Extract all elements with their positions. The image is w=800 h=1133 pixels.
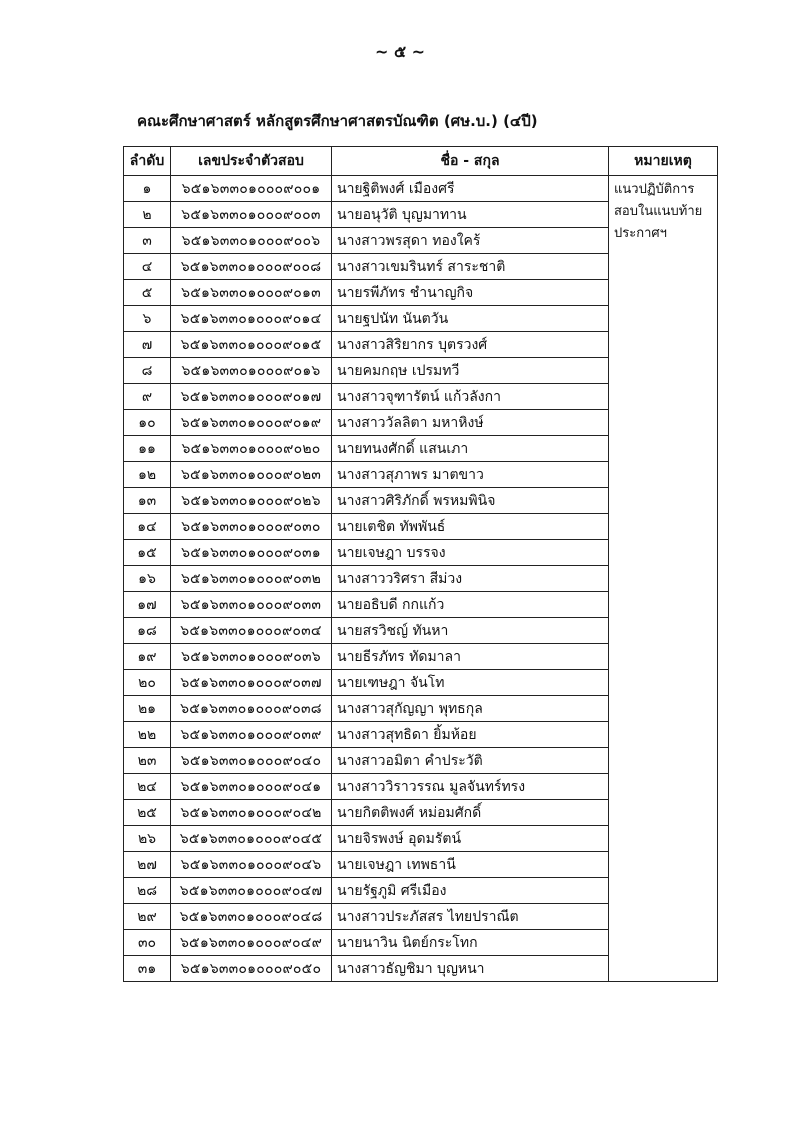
name-cell: นายนาวิน นิตย์กระโทก — [332, 930, 609, 956]
exam-id-cell: ๖๕๑๖๓๓๐๑๐๐๐๙๐๕๐ — [171, 956, 332, 982]
exam-id-cell: ๖๕๑๖๓๓๐๑๐๐๐๙๐๓๑ — [171, 540, 332, 566]
name-cell: นางสาวจุฑารัตน์ แก้วลังกา — [332, 384, 609, 410]
seq-cell: ๒๙ — [124, 904, 171, 930]
exam-id-cell: ๖๕๑๖๓๓๐๑๐๐๐๙๐๔๐ — [171, 748, 332, 774]
seq-cell: ๒๘ — [124, 878, 171, 904]
exam-id-cell: ๖๕๑๖๓๓๐๑๐๐๐๙๐๓๙ — [171, 722, 332, 748]
seq-cell: ๑๕ — [124, 540, 171, 566]
name-cell: นางสาววัลลิตา มหาหิงษ์ — [332, 410, 609, 436]
seq-cell: ๑๖ — [124, 566, 171, 592]
name-cell: นางสาวเขมรินทร์ สาระชาติ — [332, 254, 609, 280]
name-cell: นางสาวสุภาพร มาตขาว — [332, 462, 609, 488]
seq-header: ลำดับ — [124, 147, 171, 176]
name-cell: นางสาวอมิตา คำประวัติ — [332, 748, 609, 774]
name-cell: นายสรวิชญ์ ทันหา — [332, 618, 609, 644]
seq-cell: ๒๐ — [124, 670, 171, 696]
table-body — [124, 176, 718, 982]
seq-cell: ๓ — [124, 228, 171, 254]
seq-cell: ๑๑ — [124, 436, 171, 462]
seq-cell: ๒๔ — [124, 774, 171, 800]
name-cell: นางสาวสุกัญญา พุทธกุล — [332, 696, 609, 722]
name-cell: นายธีรภัทร ทัดมาลา — [332, 644, 609, 670]
name-cell: นายเตชิต ทัพพันธ์ — [332, 514, 609, 540]
exam-id-cell: ๖๕๑๖๓๓๐๑๐๐๐๙๐๒๐ — [171, 436, 332, 462]
seq-cell: ๒๓ — [124, 748, 171, 774]
seq-cell: ๕ — [124, 280, 171, 306]
exam-id-cell: ๖๕๑๖๓๓๐๑๐๐๐๙๐๓๓ — [171, 592, 332, 618]
seq-cell: ๓๑ — [124, 956, 171, 982]
exam-id-cell: ๖๕๑๖๓๓๐๑๐๐๐๙๐๑๖ — [171, 358, 332, 384]
exam-id-cell: ๖๕๑๖๓๓๐๑๐๐๐๙๐๓๘ — [171, 696, 332, 722]
name-cell: นายกิตติพงศ์ หม่อมศักดิ์ — [332, 800, 609, 826]
exam-id-cell: ๖๕๑๖๓๓๐๑๐๐๐๙๐๒๓ — [171, 462, 332, 488]
exam-id-cell: ๖๕๑๖๓๓๐๑๐๐๐๙๐๓๖ — [171, 644, 332, 670]
exam-id-cell: ๖๕๑๖๓๓๐๑๐๐๐๙๐๔๑ — [171, 774, 332, 800]
seq-cell: ๑๘ — [124, 618, 171, 644]
seq-cell: ๗ — [124, 332, 171, 358]
exam-id-cell: ๖๕๑๖๓๓๐๑๐๐๐๙๐๐๓ — [171, 202, 332, 228]
seq-cell: ๒๕ — [124, 800, 171, 826]
exam-id-cell: ๖๕๑๖๓๓๐๑๐๐๐๙๐๐๘ — [171, 254, 332, 280]
exam-id-cell: ๖๕๑๖๓๓๐๑๐๐๐๙๐๓๒ — [171, 566, 332, 592]
name-cell: นางสาวสุทธิดา ยิ้มห้อย — [332, 722, 609, 748]
remark-cell: แนวปฏิบัติการสอบในแนบท้ายประกาศฯ — [609, 176, 718, 982]
exam-id-cell: ๖๕๑๖๓๓๐๑๐๐๐๙๐๓๗ — [171, 670, 332, 696]
name-cell: นายจิรพงษ์ อุดมรัตน์ — [332, 826, 609, 852]
exam-id-cell: ๖๕๑๖๓๓๐๑๐๐๐๙๐๔๒ — [171, 800, 332, 826]
name-cell: นายฐิติพงศ์ เมืองศรี — [332, 176, 609, 202]
name-cell: นางสาววริศรา สีม่วง — [332, 566, 609, 592]
seq-cell: ๑๔ — [124, 514, 171, 540]
exam-id-cell: ๖๕๑๖๓๓๐๑๐๐๐๙๐๔๖ — [171, 852, 332, 878]
name-cell: นางสาวประภัสสร ไทยปราณีต — [332, 904, 609, 930]
exam-id-cell: ๖๕๑๖๓๓๐๑๐๐๐๙๐๑๕ — [171, 332, 332, 358]
seq-cell: ๘ — [124, 358, 171, 384]
name-cell: นายเจษฎา บรรจง — [332, 540, 609, 566]
name-cell: นายคมกฤษ เปรมทวี — [332, 358, 609, 384]
seq-cell: ๖ — [124, 306, 171, 332]
exam-id-cell: ๖๕๑๖๓๓๐๑๐๐๐๙๐๔๕ — [171, 826, 332, 852]
table-header-row — [124, 147, 718, 176]
seq-cell: ๔ — [124, 254, 171, 280]
seq-cell: ๑ — [124, 176, 171, 202]
exam-id-cell: ๖๕๑๖๓๓๐๑๐๐๐๙๐๑๓ — [171, 280, 332, 306]
name-cell: นายเฑษฎา จันโท — [332, 670, 609, 696]
name-cell: นายทนงศักดิ์ แสนเภา — [332, 436, 609, 462]
seq-cell: ๑๐ — [124, 410, 171, 436]
exam-id-cell: ๖๕๑๖๓๓๐๑๐๐๐๙๐๓๔ — [171, 618, 332, 644]
exam-id-cell: ๖๕๑๖๓๓๐๑๐๐๐๙๐๔๗ — [171, 878, 332, 904]
seq-cell: ๒ — [124, 202, 171, 228]
seq-cell: ๑๗ — [124, 592, 171, 618]
seq-cell: ๙ — [124, 384, 171, 410]
page-number: ~ ๕ ~ — [374, 42, 426, 61]
table-row — [124, 176, 718, 202]
exam-id-header: เลขประจำตัวสอบ — [171, 147, 332, 176]
seq-cell: ๒๒ — [124, 722, 171, 748]
exam-id-cell: ๖๕๑๖๓๓๐๑๐๐๐๙๐๔๙ — [171, 930, 332, 956]
name-cell: นายเจษฎา เทพธานี — [332, 852, 609, 878]
seq-cell: ๑๓ — [124, 488, 171, 514]
name-header: ชื่อ - สกุล — [332, 147, 609, 176]
name-cell: นางสาวศิริภักดิ์ พรหมพินิจ — [332, 488, 609, 514]
seq-cell: ๒๗ — [124, 852, 171, 878]
exam-id-cell: ๖๕๑๖๓๓๐๑๐๐๐๙๐๒๖ — [171, 488, 332, 514]
name-cell: นายรัฐภูมิ ศรีเมือง — [332, 878, 609, 904]
name-cell: นายรพีภัทร ชำนาญกิจ — [332, 280, 609, 306]
exam-id-cell: ๖๕๑๖๓๓๐๑๐๐๐๙๐๔๘ — [171, 904, 332, 930]
seq-cell: ๑๙ — [124, 644, 171, 670]
name-cell: นางสาวสิริยากร บุตรวงศ์ — [332, 332, 609, 358]
name-cell: นางสาวพรสุดา ทองใคร้ — [332, 228, 609, 254]
exam-id-cell: ๖๕๑๖๓๓๐๑๐๐๐๙๐๐๑ — [171, 176, 332, 202]
seq-cell: ๒๖ — [124, 826, 171, 852]
exam-id-cell: ๖๕๑๖๓๓๐๑๐๐๐๙๐๐๖ — [171, 228, 332, 254]
remark-header: หมายเหตุ — [609, 147, 718, 176]
seq-cell: ๑๒ — [124, 462, 171, 488]
name-cell: นางสาววิราวรรณ มูลจันทร์ทรง — [332, 774, 609, 800]
name-cell: นายฐปนัท นันตวัน — [332, 306, 609, 332]
name-cell: นางสาวธัญชิมา บุญหนา — [332, 956, 609, 982]
name-cell: นายอนุวัติ บุญมาทาน — [332, 202, 609, 228]
exam-roster-table — [123, 146, 718, 982]
exam-id-cell: ๖๕๑๖๓๓๐๑๐๐๐๙๐๑๗ — [171, 384, 332, 410]
seq-cell: ๒๑ — [124, 696, 171, 722]
exam-id-cell: ๖๕๑๖๓๓๐๑๐๐๐๙๐๑๙ — [171, 410, 332, 436]
page-heading: คณะศึกษาศาสตร์ หลักสูตรศึกษาศาสตรบัณฑิต (ศษ.บ.) (๔ปี) — [137, 112, 538, 130]
name-cell: นายอธิบดี กกแก้ว — [332, 592, 609, 618]
exam-id-cell: ๖๕๑๖๓๓๐๑๐๐๐๙๐๑๔ — [171, 306, 332, 332]
exam-id-cell: ๖๕๑๖๓๓๐๑๐๐๐๙๐๓๐ — [171, 514, 332, 540]
seq-cell: ๓๐ — [124, 930, 171, 956]
